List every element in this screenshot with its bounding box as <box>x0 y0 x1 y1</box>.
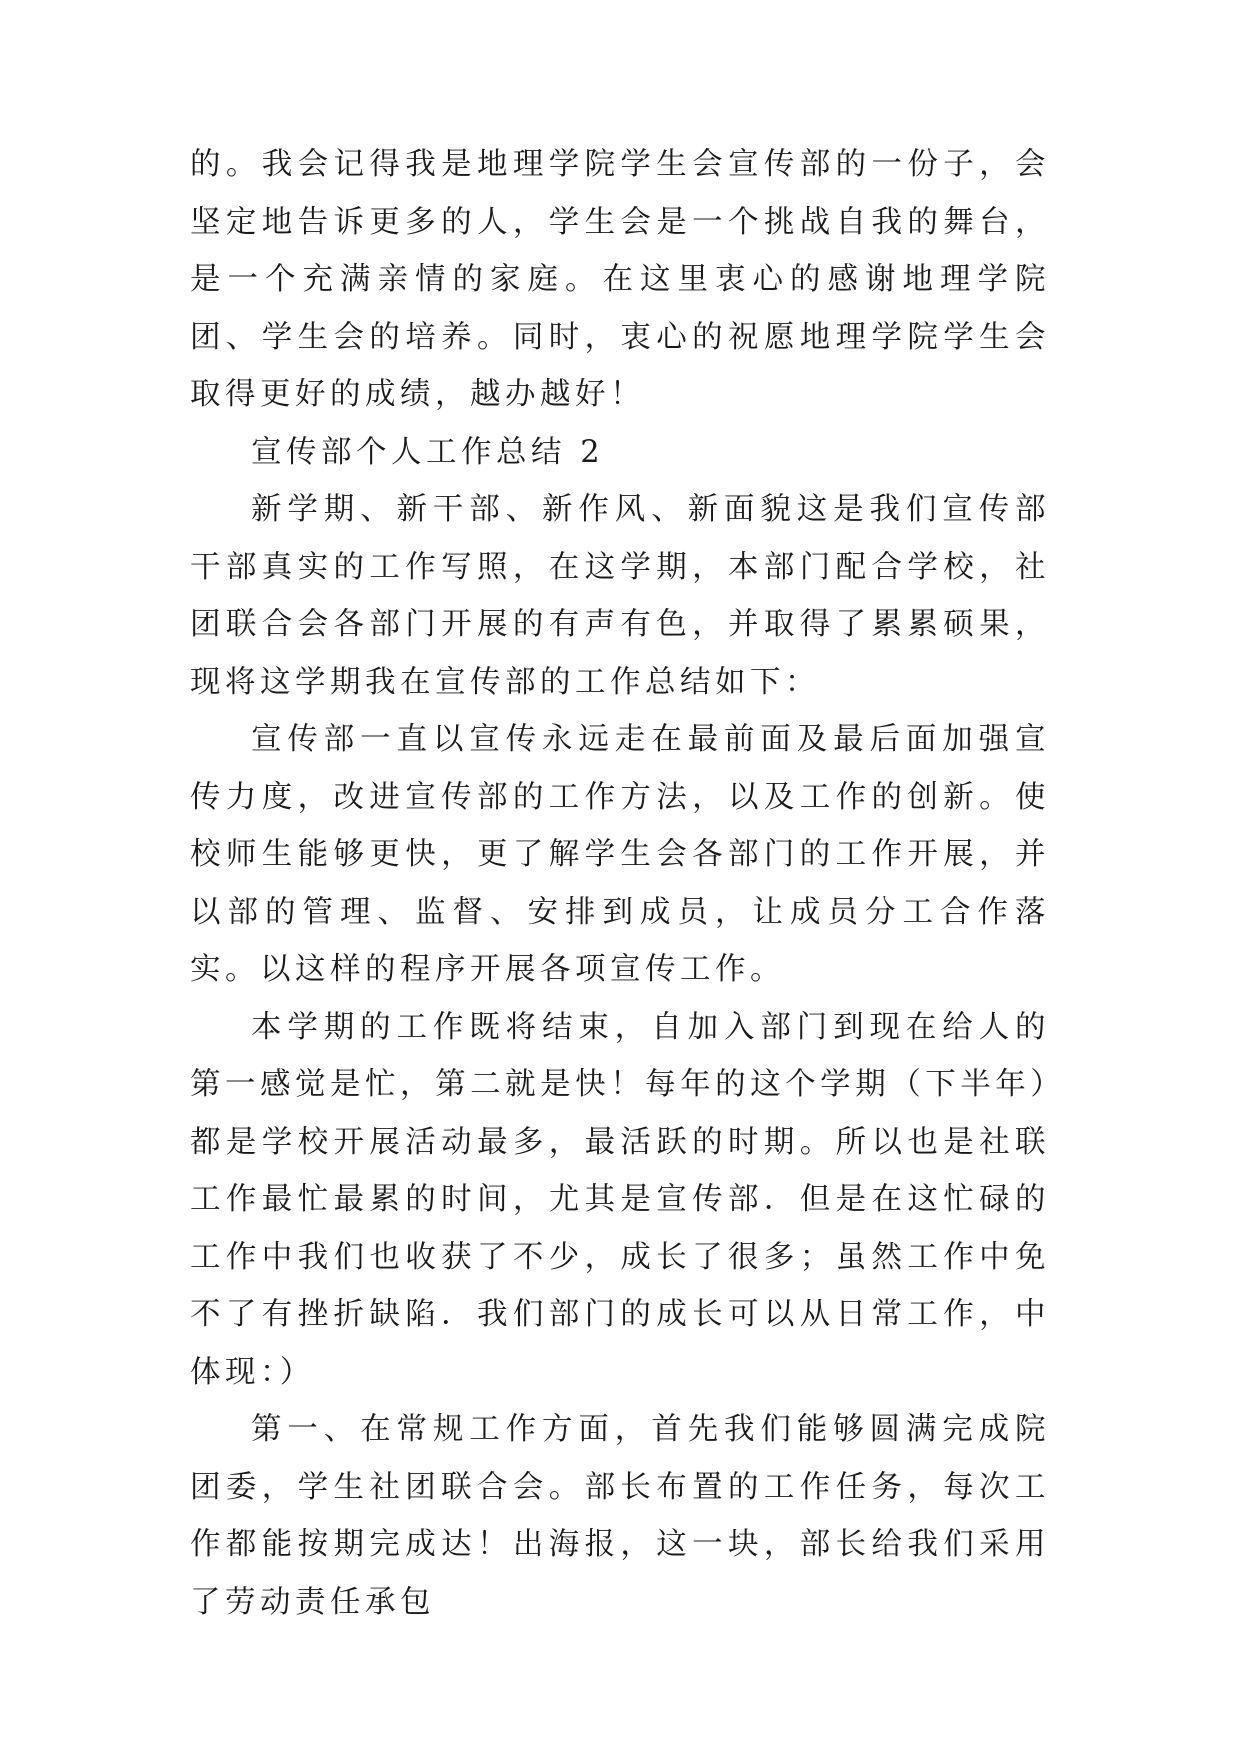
paragraph-continuation: 的。我会记得我是地理学院学生会宣传部的一份子，会坚定地告诉更多的人，学生会是一个挑战自我的舞台，是一个充满亲情的家庭。在这里衷心的感谢地理学院团、学生会的培养。同时，衷心的祝愿地理学院学生会取得更好的成绩，越办越好！ <box>190 147 1050 412</box>
paragraph-approach: 宣传部一直以宣传永远走在最前面及最后面加强宣传力度，改进宣传部的工作方法，以及工作的创新。使校师生能够更快，更了解学生会各部门的工作开展，并以部的管理、监督、安排到成员，让成员分工合作落实。以这样的程序开展各项宣传工作。 <box>190 722 1050 987</box>
section-heading: 宣传部个人工作总结 2 <box>251 434 605 470</box>
document-body <box>190 136 1050 1631</box>
paragraph-routine-work: 第一、在常规工作方面，首先我们能够圆满完成院团委，学生社团联合会。部长布置的工作任务，每次工作都能按期完成达！出海报，这一块，部长给我们采用了劳动责任承包 <box>190 1412 1050 1620</box>
paragraph-intro: 新学期、新干部、新作风、新面貌这是我们宣传部干部真实的工作写照，在这学期，本部门配合学校，社团联合会各部门开展的有声有色，并取得了累累硕果，现将这学期我在宣传部的工作总结如下： <box>190 492 1050 700</box>
paragraph-reflection: 本学期的工作既将结束，自加入部门到现在给人的第一感觉是忙，第二就是快！每年的这个学期（下半年）都是学校开展活动最多，最活跃的时期。所以也是社联工作最忙最累的时间，尤其是宣传部．但是在这忙碌的工作中我们也收获了不少，成长了很多；虽然工作中免不了有挫折缺陷．我们部门的成长可以从日常工作，中体现：） <box>190 1009 1050 1390</box>
